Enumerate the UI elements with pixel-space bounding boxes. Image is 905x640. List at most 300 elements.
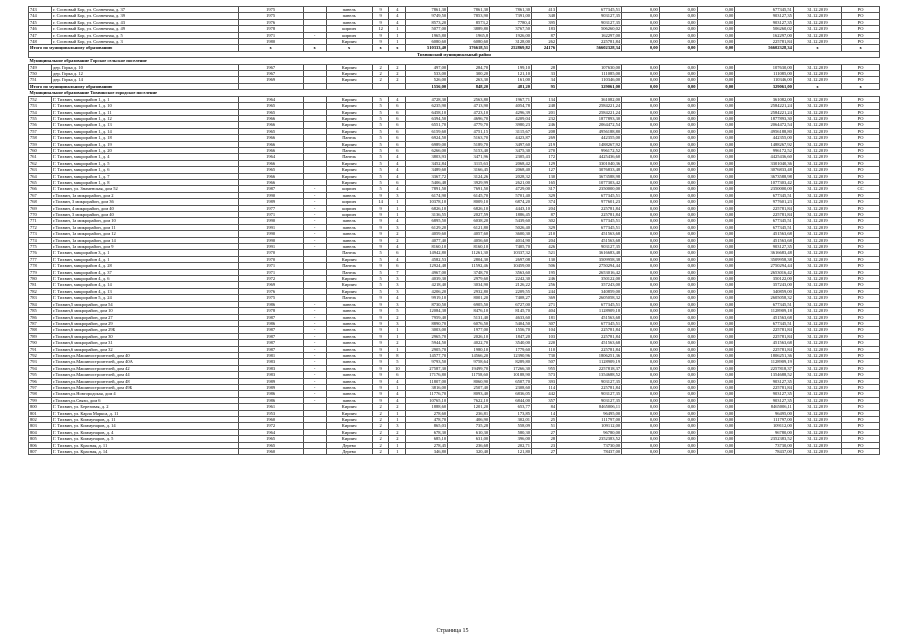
subtotal-cell: 95 xyxy=(531,83,556,89)
table-cell: 0,00 xyxy=(622,276,660,282)
table-cell: Г. Тихвин, ул. Красная, д. 14 xyxy=(52,449,239,455)
table-cell: 0,00 xyxy=(622,135,660,141)
table-cell: Кирпич xyxy=(326,115,372,121)
table-cell: - xyxy=(303,218,326,224)
table-cell: кирпич xyxy=(326,212,372,218)
table-cell: панель xyxy=(326,192,372,198)
table-cell: 3673588,98 xyxy=(735,173,794,179)
table-cell: Г. Тихвин, микрорайон 1, д. 18 xyxy=(52,135,239,141)
table-cell: 0,00 xyxy=(659,96,697,102)
table-cell: РО xyxy=(842,19,880,25)
table-cell: 0,00 xyxy=(659,436,697,442)
table-cell: 0,00 xyxy=(622,212,660,218)
table-cell: г.Тихвин,ул.Машиностроителей, дом 48 xyxy=(52,378,239,384)
table-cell: 760 xyxy=(29,147,52,153)
table-cell: 4 xyxy=(389,96,406,102)
table-cell: 0,00 xyxy=(622,205,660,211)
table-cell: 6551,70 xyxy=(406,122,448,128)
table-cell: 677345,51 xyxy=(557,320,622,326)
table-cell: - xyxy=(303,231,326,237)
table-cell: 1077303,42 xyxy=(557,179,622,185)
table-cell: 8009,10 xyxy=(448,199,490,205)
table-cell: 6 xyxy=(389,122,406,128)
table-cell: кирпич xyxy=(326,199,372,205)
table-row xyxy=(29,449,880,455)
table-cell: 302 xyxy=(531,218,556,224)
table-cell: 1077303,42 xyxy=(735,179,794,185)
subtotal-cell: 252869,82 xyxy=(490,45,532,51)
table-cell: 1977,00 xyxy=(448,327,490,333)
table-cell: 2 xyxy=(389,231,406,237)
table-cell: 7853,90 xyxy=(448,13,490,19)
table-cell: 134 xyxy=(531,96,556,102)
table-cell: 1969 xyxy=(238,77,303,83)
table-cell: 753 xyxy=(29,103,52,109)
table-cell: 8093,40 xyxy=(448,391,490,397)
table-cell: 225781,84 xyxy=(735,205,794,211)
table-cell: 96495,00 xyxy=(557,410,622,416)
table-cell: 0,00 xyxy=(622,256,660,262)
table-cell: 271 xyxy=(531,301,556,307)
table-cell: РО xyxy=(842,224,880,230)
table-cell: Г. Тихвин, микрорайон 1, д. 10 xyxy=(52,103,239,109)
table-cell: 3748,70 xyxy=(448,269,490,275)
table-cell: Кирпич xyxy=(326,423,372,429)
table-cell: 5 xyxy=(372,109,389,115)
table-cell: 2257818,37 xyxy=(735,365,794,371)
table-cell: 2028,32 xyxy=(490,173,532,179)
subtotal-label: Итого по муниципальному образованию xyxy=(29,83,239,89)
table-cell: 5 xyxy=(372,135,389,141)
table-cell: 8476,10 xyxy=(448,308,490,314)
table-cell: 31.12.2019 xyxy=(793,167,841,173)
table-cell: 2979,60 xyxy=(448,276,490,282)
table-cell: 0,00 xyxy=(659,244,697,250)
table-cell: 1971 xyxy=(238,263,303,269)
table-cell: 31.12.2019 xyxy=(793,391,841,397)
subtotal-cell: x xyxy=(842,45,880,51)
table-cell: 677345,51 xyxy=(735,320,794,326)
table-cell: 111085,00 xyxy=(557,71,622,77)
table-cell: 5404,50 xyxy=(490,320,532,326)
table-cell: 5944,50 xyxy=(406,340,448,346)
table-cell: 14942,80 xyxy=(406,250,448,256)
table-cell: 246 xyxy=(531,122,556,128)
table-cell: 0,00 xyxy=(659,32,697,38)
table-cell: г.Тихвин, 1а микрорайон, дом 11 xyxy=(52,224,239,230)
table-cell: 0,00 xyxy=(659,269,697,275)
table-cell: 0,00 xyxy=(659,256,697,262)
table-cell: 1960 xyxy=(238,417,303,423)
table-cell: 4209,04 xyxy=(490,115,532,121)
table-cell: 114 xyxy=(531,384,556,390)
table-cell: 804 xyxy=(29,429,52,435)
table-cell: 4 xyxy=(389,154,406,160)
table-cell: 104 xyxy=(531,327,556,333)
table-cell: 183 xyxy=(531,26,556,32)
table-cell: 2584221,24 xyxy=(557,109,622,115)
table-cell: 0,00 xyxy=(659,128,697,134)
table-cell: 6145,70 xyxy=(448,192,490,198)
table-cell: Кирпич xyxy=(326,103,372,109)
table-cell: 1806251,36 xyxy=(557,352,622,358)
table-cell: панель xyxy=(326,244,372,250)
table-cell: 0,00 xyxy=(659,7,697,13)
table-cell: 10337,32 xyxy=(490,250,532,256)
table-cell: РО xyxy=(842,404,880,410)
table-cell: 225781,84 xyxy=(735,346,794,352)
table-cell: 677345,51 xyxy=(735,224,794,230)
table-cell: 0,00 xyxy=(659,212,697,218)
table-cell: 653,77 xyxy=(490,404,532,410)
table-cell: 181 xyxy=(531,314,556,320)
table-cell: 4423,87 xyxy=(490,135,532,141)
table-cell: Г. Тихвин, ул. Березовая, д. 2 xyxy=(52,404,239,410)
table-cell: 31.12.2019 xyxy=(793,19,841,25)
table-cell: 9 xyxy=(372,327,389,333)
table-cell: 2 xyxy=(372,71,389,77)
table-cell: 31.12.2019 xyxy=(793,365,841,371)
table-cell: РО xyxy=(842,205,880,211)
table-cell: 2653016,42 xyxy=(557,269,622,275)
table-cell: 4 xyxy=(389,186,406,192)
table-cell: 0,00 xyxy=(659,282,697,288)
table-cell: 9 xyxy=(372,39,389,45)
table-cell: РО xyxy=(842,173,880,179)
table-cell: 3600,30 xyxy=(490,231,532,237)
table-cell: 10378,10 xyxy=(406,199,448,205)
table-cell: 9758,64 xyxy=(448,359,490,365)
table-cell: 14 xyxy=(372,199,389,205)
table-cell: 0,00 xyxy=(622,263,660,269)
table-cell: 31.12.2019 xyxy=(793,308,841,314)
table-cell: 6266,00 xyxy=(406,147,448,153)
table-cell: 1 xyxy=(389,39,406,45)
table-cell: 1488267,92 xyxy=(557,141,622,147)
table-cell: 4425436,60 xyxy=(735,154,794,160)
table-cell: 78437,00 xyxy=(735,449,794,455)
table-cell: Г. Тихвин, микрорайон 4, д. 28 xyxy=(52,263,239,269)
table-cell: 278,60 xyxy=(406,410,448,416)
table-cell: панель xyxy=(326,397,372,403)
table-cell: 107630,00 xyxy=(557,64,622,70)
table-cell: 442 xyxy=(531,391,556,397)
table-cell: г.Тихвин, 1а микрорайон, дом 10 xyxy=(52,218,239,224)
table-cell: 2697,08 xyxy=(490,256,532,262)
table-cell: 23 xyxy=(531,442,556,448)
table-cell: 31.12.2019 xyxy=(793,436,841,442)
table-cell: 244 xyxy=(531,288,556,294)
table-cell: Г. Тихвин, микрорайон 4, д. 6 xyxy=(52,276,239,282)
table-cell: 4956188,80 xyxy=(735,128,794,134)
table-cell: Г. Тихвин, микрорайон 5, д. 24 xyxy=(52,295,239,301)
table-cell: 51 xyxy=(531,423,556,429)
table-cell: 109112,00 xyxy=(557,423,622,429)
table-cell: Г. Тихвин, микрорайон 1, д. 14 xyxy=(52,128,239,134)
table-cell: 31.12.2019 xyxy=(793,263,841,269)
table-cell: 6458,10 xyxy=(406,109,448,115)
table-cell: 27587,30 xyxy=(406,365,448,371)
table-cell: 0,00 xyxy=(622,436,660,442)
table-cell: 0,00 xyxy=(659,186,697,192)
table-cell: - xyxy=(303,186,326,192)
table-cell: 31.12.2019 xyxy=(793,429,841,435)
table-cell: 2064472,54 xyxy=(735,122,794,128)
table-cell: 4296,39 xyxy=(490,109,532,115)
table-cell: РО xyxy=(842,109,880,115)
table-cell: 31.12.2019 xyxy=(793,77,841,83)
table-cell: Кирпич xyxy=(326,179,372,185)
table-cell: 771 xyxy=(29,218,52,224)
table-cell: 0,00 xyxy=(697,378,735,384)
table-cell: 1987 xyxy=(238,346,303,352)
table-cell: 0,00 xyxy=(622,429,660,435)
table-cell: 9 xyxy=(372,218,389,224)
table-cell: 350122,00 xyxy=(557,276,622,282)
table-cell: 2352383,52 xyxy=(735,436,794,442)
table-cell: - xyxy=(303,365,326,371)
table-cell: 6129,20 xyxy=(406,224,448,230)
table-cell: 0,00 xyxy=(622,365,660,371)
table-cell: 0,00 xyxy=(622,333,660,339)
table-cell: 31.12.2019 xyxy=(793,205,841,211)
table-cell: 3509958,38 xyxy=(557,256,622,262)
table-cell: 31.12.2019 xyxy=(793,410,841,416)
table-cell: 7959,40 xyxy=(406,314,448,320)
table-cell: 96780,00 xyxy=(735,429,794,435)
table-cell: 0,00 xyxy=(659,378,697,384)
table-cell: 1953 xyxy=(238,410,303,416)
table-cell: 756 xyxy=(29,122,52,128)
table-cell: 782 xyxy=(29,288,52,294)
table-cell: 0,00 xyxy=(697,205,735,211)
table-cell: 0,00 xyxy=(697,308,735,314)
table-cell: 1779,60 xyxy=(490,346,532,352)
table-cell: 7622,10 xyxy=(448,397,490,403)
table-cell: 0,00 xyxy=(622,314,660,320)
table-cell: 0,00 xyxy=(697,423,735,429)
table-cell: 3076833,48 xyxy=(735,167,794,173)
table-cell: 9 xyxy=(372,352,389,358)
table-cell: 2350000,00 xyxy=(735,186,794,192)
table-cell: 1987 xyxy=(238,333,303,339)
table-cell: 1964 xyxy=(238,154,303,160)
table-cell: 677345,51 xyxy=(735,7,794,13)
table-cell: 129 xyxy=(531,160,556,166)
table-cell xyxy=(303,449,326,455)
table-cell: 31.12.2019 xyxy=(793,346,841,352)
table-cell: 1967 xyxy=(238,64,303,70)
table-cell: Кирпич xyxy=(326,71,372,77)
table-cell: 1966 xyxy=(238,179,303,185)
table-cell: 31.12.2019 xyxy=(793,423,841,429)
table-cell: 1354688,52 xyxy=(735,372,794,378)
table-cell: Кирпич xyxy=(326,77,372,83)
table-cell: 0,00 xyxy=(697,301,735,307)
table-cell: Панель xyxy=(326,135,372,141)
table-cell: 9 xyxy=(372,391,389,397)
table-cell: 8730,50 xyxy=(406,301,448,307)
table-cell: 3003,00 xyxy=(406,327,448,333)
table-cell: 31.12.2019 xyxy=(793,173,841,179)
table-cell: 225781,84 xyxy=(557,333,622,339)
table-cell: 31.12.2019 xyxy=(793,212,841,218)
table-cell: 1980 xyxy=(238,39,303,45)
table-cell: 0,00 xyxy=(622,352,660,358)
table-cell: 6 xyxy=(389,147,406,153)
table-cell: 0,00 xyxy=(622,397,660,403)
table-cell: 0,00 xyxy=(659,26,697,32)
table-cell: Г. Тихвин, микрорайон 1, д. 1 xyxy=(52,96,239,102)
table-cell: панель xyxy=(326,218,372,224)
table-cell: 2 xyxy=(372,410,389,416)
table-cell: 764 xyxy=(29,173,52,179)
table-cell: 1965 xyxy=(238,128,303,134)
table-cell: 0,00 xyxy=(622,179,660,185)
table-cell: 2 xyxy=(389,71,406,77)
table-cell: РО xyxy=(842,199,880,205)
table-cell: 745 xyxy=(29,19,52,25)
table-cell: 110346,00 xyxy=(557,77,622,83)
table-cell: 5 xyxy=(372,288,389,294)
table-cell: 803 xyxy=(29,423,52,429)
table-cell: 0,00 xyxy=(622,295,660,301)
page-footer: Страница 15 xyxy=(436,628,469,634)
table-cell: 10 xyxy=(389,365,406,371)
table-cell: 2209,55 xyxy=(490,288,532,294)
table-cell: панель xyxy=(326,352,372,358)
table-cell: 236,68 xyxy=(448,442,490,448)
table-cell: Г. Тихвин, микрорайон 1, д. 19 xyxy=(52,141,239,147)
table-cell: 1971 xyxy=(238,212,303,218)
table-cell: 3816,00 xyxy=(406,384,448,390)
table-cell: 8160,10 xyxy=(406,244,448,250)
table-cell: 6 xyxy=(389,135,406,141)
table-cell: 9 xyxy=(372,314,389,320)
table-cell: 9 xyxy=(372,359,389,365)
table-cell: панель xyxy=(326,19,372,25)
table-cell: 807 xyxy=(29,449,52,455)
table-cell: 2 xyxy=(372,436,389,442)
table-cell: 201 xyxy=(531,109,556,115)
table-cell: 9 xyxy=(372,333,389,339)
table-cell: 790 xyxy=(29,340,52,346)
table-cell: 4 xyxy=(389,13,406,19)
table-cell: 2242,30 xyxy=(490,276,532,282)
table-cell: 5 xyxy=(389,308,406,314)
table-cell: 0,00 xyxy=(659,173,697,179)
table-cell: 3166,45 xyxy=(448,167,490,173)
table-cell: 1966 xyxy=(238,147,303,153)
table-cell: 1972 xyxy=(238,276,303,282)
table-cell: 0,00 xyxy=(622,449,660,455)
table-cell: Г. Тихвин, микрорайон 1, д. 13 xyxy=(52,122,239,128)
table-cell: 2305,43 xyxy=(490,154,532,160)
table-cell: 9 xyxy=(372,308,389,314)
table-cell: 225781,84 xyxy=(557,205,622,211)
table-cell: 1989 xyxy=(238,378,303,384)
table-cell: 0,00 xyxy=(697,13,735,19)
table-cell: 31.12.2019 xyxy=(793,32,841,38)
table-cell: 996172,52 xyxy=(557,147,622,153)
table-cell: 6080,60 xyxy=(406,39,448,45)
table-cell: 7780,4 xyxy=(490,19,532,25)
table-cell: РО xyxy=(842,410,880,416)
table-cell: 109112,00 xyxy=(735,423,794,429)
table-cell: 9 xyxy=(372,19,389,25)
table-cell: 31.12.2019 xyxy=(793,115,841,121)
table-cell: 1965,8 xyxy=(448,32,490,38)
table-cell: панель xyxy=(326,384,372,390)
table-cell: 1986 xyxy=(238,391,303,397)
table-cell: 404 xyxy=(531,308,556,314)
subtotal-cell: x xyxy=(793,45,841,51)
table-cell: 31.12.2019 xyxy=(793,269,841,275)
table-cell: РО xyxy=(842,340,880,346)
table-cell: 0,00 xyxy=(622,410,660,416)
table-cell: - xyxy=(303,327,326,333)
table-cell: 735,28 xyxy=(448,423,490,429)
table-cell: 677345,51 xyxy=(735,301,794,307)
table-cell: 1975 xyxy=(238,13,303,19)
table-cell: 5 xyxy=(372,147,389,153)
table-cell: 5701,40 xyxy=(490,192,532,198)
table-cell: 787 xyxy=(29,320,52,326)
table-cell: 1128909,18 xyxy=(735,308,794,314)
table-cell: 0,00 xyxy=(659,391,697,397)
table-cell: 758 xyxy=(29,135,52,141)
table-cell: 0,00 xyxy=(697,288,735,294)
table-cell: СС xyxy=(842,186,880,192)
table-cell: 1 xyxy=(389,199,406,205)
table-cell: 0,00 xyxy=(697,7,735,13)
table-cell: 1128909,19 xyxy=(557,359,622,365)
table-cell: 4077,40 xyxy=(406,237,448,243)
table-cell: панель xyxy=(326,308,372,314)
table-cell: 2584221,24 xyxy=(735,109,794,115)
table-cell: 406,90 xyxy=(448,417,490,423)
table-cell: 8160,10 xyxy=(448,244,490,250)
table-cell: 87 xyxy=(531,212,556,218)
table-cell: кирпич xyxy=(326,205,372,211)
table-cell: 770 xyxy=(29,212,52,218)
table-cell: 802 xyxy=(29,417,52,423)
table-cell: 6 xyxy=(389,141,406,147)
table-cell: 5 xyxy=(372,276,389,282)
table-cell: 0,00 xyxy=(659,429,697,435)
table-cell: 806 xyxy=(29,442,52,448)
table-cell: 6836,05 xyxy=(490,391,532,397)
table-cell: 172 xyxy=(531,154,556,160)
table-cell: 903127,35 xyxy=(557,378,622,384)
table-cell: 225781,84 xyxy=(557,327,622,333)
table-cell: 0,00 xyxy=(659,218,697,224)
table-cell: 0,00 xyxy=(697,397,735,403)
table-cell: 0,00 xyxy=(622,64,660,70)
table-cell: Г. Тихвин, микрорайон 1, д. 8 xyxy=(52,179,239,185)
table-cell: 451563,68 xyxy=(735,237,794,243)
table-cell: 111797,00 xyxy=(557,417,622,423)
subtotal-cell: 376618,51 xyxy=(448,45,490,51)
subtotal-cell: x xyxy=(303,45,326,51)
table-cell: 3301040,36 xyxy=(735,160,794,166)
table-cell: 903127,35 xyxy=(557,19,622,25)
table-cell: 0,00 xyxy=(697,346,735,352)
table-cell: 6924,50 xyxy=(406,135,448,141)
table-cell: 0,00 xyxy=(622,147,660,153)
table-cell: 0,00 xyxy=(697,429,735,435)
table-cell: РО xyxy=(842,115,880,121)
